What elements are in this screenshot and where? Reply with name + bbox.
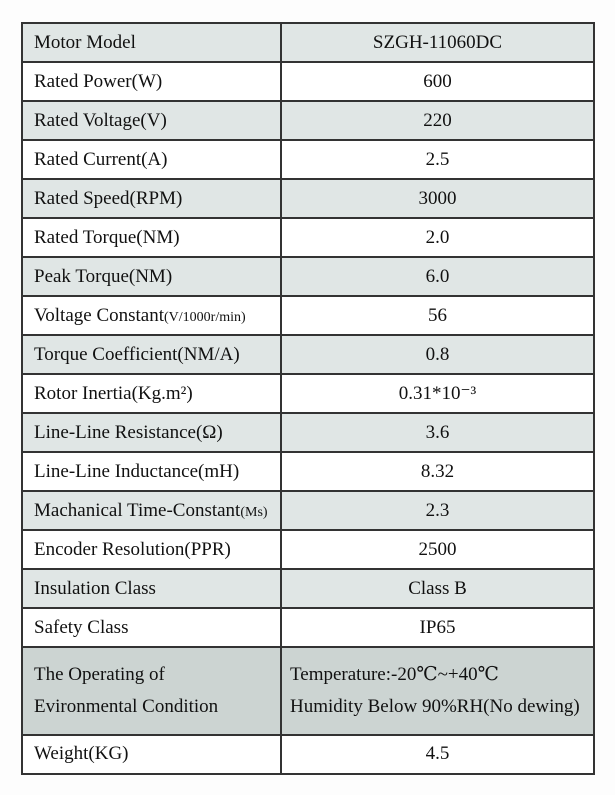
spec-label-small: (Ms) [240, 504, 268, 520]
spec-label-text: Line-Line Resistance(Ω) [34, 421, 223, 443]
env-value-temperature: Temperature:-20℃~+40℃ [290, 664, 499, 685]
spec-label [22, 296, 281, 335]
spec-value: 0.8 [281, 335, 594, 374]
spec-label [22, 218, 281, 257]
spec-value: 8.32 [281, 452, 594, 491]
spec-label [22, 335, 281, 374]
row-mechanical-time-constant [22, 491, 594, 530]
spec-label-text: Safety Class [34, 616, 129, 638]
spec-value: 6.0 [281, 257, 594, 296]
spec-label-text: Weight(KG) [34, 743, 129, 765]
spec-label-text: Torque Coefficient(NM/A) [34, 343, 240, 365]
env-label-line1: The Operating of [34, 664, 165, 685]
spec-label-text: Rated Power(W) [34, 70, 163, 92]
row-motor-model [22, 23, 594, 62]
spec-label-text: Rotor Inertia(Kg.m²) [34, 382, 193, 404]
spec-value: 0.31*10⁻³ [281, 374, 594, 413]
row-rotor-inertia [22, 374, 594, 413]
row-rated-speed [22, 179, 594, 218]
spec-label [22, 179, 281, 218]
row-safety-class [22, 608, 594, 647]
row-weight [22, 735, 594, 774]
spec-label [22, 101, 281, 140]
spec-value: 56 [281, 296, 594, 335]
spec-label [22, 647, 281, 735]
env-label-line2: Evironmental Condition [34, 695, 219, 717]
spec-label-text: Voltage Constant [34, 304, 165, 326]
spec-label [22, 735, 281, 774]
spec-label [22, 413, 281, 452]
spec-label-text: Rated Current(A) [34, 148, 168, 170]
motor-spec-table [21, 22, 595, 775]
spec-label [22, 452, 281, 491]
spec-value: 2.0 [281, 218, 594, 257]
row-environmental-condition [22, 647, 594, 735]
spec-value [281, 647, 594, 735]
spec-label [22, 491, 281, 530]
row-voltage-constant [22, 296, 594, 335]
spec-label-text: Motor Model [34, 31, 136, 53]
row-line-line-inductance [22, 452, 594, 491]
row-peak-torque [22, 257, 594, 296]
spec-value: 3000 [281, 179, 594, 218]
spec-label-text: Machanical Time-Constant [34, 499, 241, 521]
spec-value: 220 [281, 101, 594, 140]
spec-value: SZGH-11060DC [281, 23, 594, 62]
spec-value: 600 [281, 62, 594, 101]
spec-label-text: Rated Voltage(V) [34, 109, 167, 131]
spec-value: IP65 [281, 608, 594, 647]
spec-label [22, 257, 281, 296]
spec-label [22, 569, 281, 608]
row-encoder-resolution [22, 530, 594, 569]
row-line-line-resistance [22, 413, 594, 452]
spec-label [22, 608, 281, 647]
row-insulation-class [22, 569, 594, 608]
spec-label [22, 23, 281, 62]
spec-value: 2500 [281, 530, 594, 569]
row-rated-voltage [22, 101, 594, 140]
row-rated-current [22, 140, 594, 179]
spec-value: 2.3 [281, 491, 594, 530]
spec-label-text: Line-Line Inductance(mH) [34, 460, 240, 482]
spec-value: 4.5 [281, 735, 594, 774]
spec-value: Class B [281, 569, 594, 608]
spec-label-small: (V/1000r/min) [164, 309, 246, 325]
row-torque-coefficient [22, 335, 594, 374]
spec-label-text: Rated Torque(NM) [34, 226, 180, 248]
spec-label-text: Rated Speed(RPM) [34, 187, 183, 209]
env-value-humidity: Humidity Below 90%RH(No dewing) [290, 695, 580, 717]
spec-value: 2.5 [281, 140, 594, 179]
spec-label [22, 374, 281, 413]
spec-label-text: Peak Torque(NM) [34, 265, 173, 287]
spec-label-text: Insulation Class [34, 577, 156, 599]
spec-label [22, 140, 281, 179]
row-rated-power [22, 62, 594, 101]
spec-label-text: Encoder Resolution(PPR) [34, 538, 231, 560]
spec-label [22, 62, 281, 101]
spec-value: 3.6 [281, 413, 594, 452]
row-rated-torque [22, 218, 594, 257]
spec-label [22, 530, 281, 569]
